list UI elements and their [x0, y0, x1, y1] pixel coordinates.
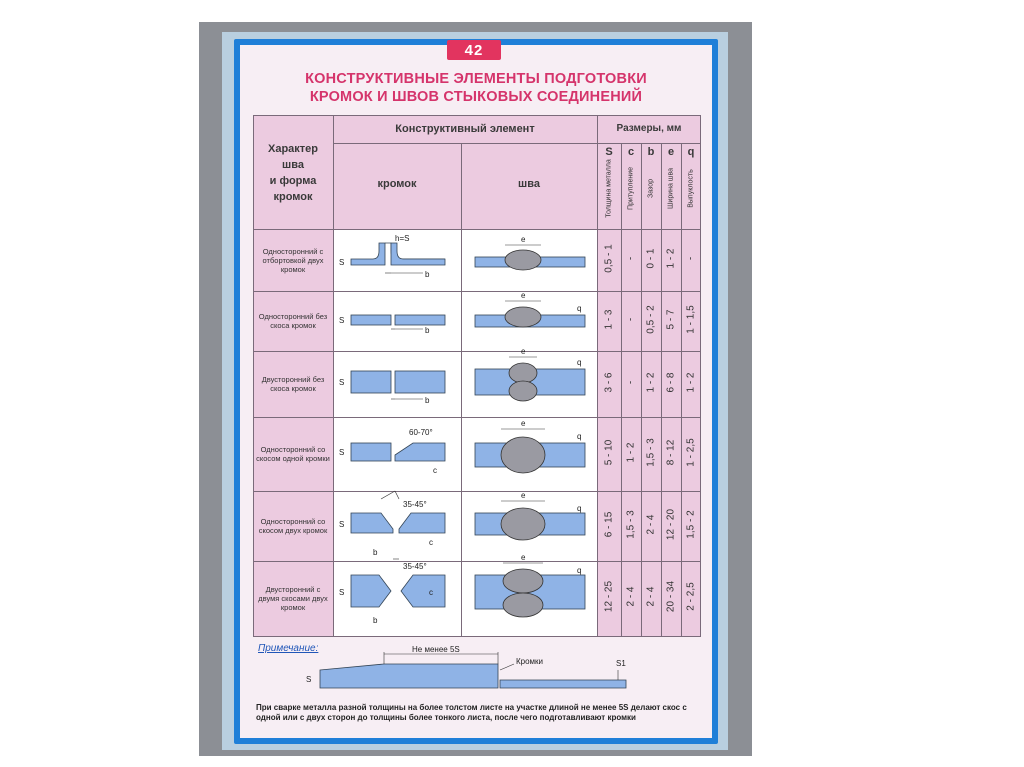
row6-q: 2 - 2,5 [685, 582, 697, 611]
edge-r4-annot: 60-70° [409, 428, 433, 437]
row2-e: 5 - 7 [665, 309, 677, 330]
note-S1-label: S1 [616, 659, 626, 668]
row4-S: 5 - 10 [603, 439, 615, 466]
edge-r1-right-plate [391, 243, 445, 265]
edge-r1-annot: h=S [395, 234, 410, 243]
dim-letter-c: c [627, 146, 635, 158]
header-edges-label: кромок [377, 178, 417, 190]
row6-c: 2 - 4 [625, 586, 637, 607]
seam-r4-q-label: q [577, 432, 582, 441]
row1-e: 1 - 2 [665, 248, 677, 269]
header-char-line-4: кромок [273, 191, 313, 203]
edge-r2-right-plate [395, 315, 445, 325]
header-character-label [253, 141, 333, 205]
weld-bead-r6-bottom [503, 593, 543, 617]
poster-number-badge: 42 [447, 40, 501, 60]
seam-r3-e-label: e [521, 347, 526, 356]
row2-b: 0,5 - 2 [645, 305, 657, 334]
dim-name-width: Ширина шва [667, 168, 675, 209]
edge-r6-annot: 35-45° [403, 562, 427, 571]
row4-e: 8 - 12 [665, 439, 677, 466]
row2-c: - [625, 317, 637, 322]
edge-r6-right-plate [401, 575, 445, 607]
edge-r6-b-label: b [373, 616, 378, 625]
seam-r2-q-label: q [577, 304, 582, 313]
dim-letter-S: S [605, 146, 613, 158]
row-label-6: Двусторонний с двумя скосами двух кромок [258, 585, 328, 612]
weld-bead-r6-top [503, 569, 543, 593]
row5-q: 1,5 - 2 [685, 510, 697, 539]
seam-r6-e-label: e [521, 553, 526, 562]
edge-diagrams [333, 229, 461, 637]
dim-name-convexity: Выпуклость [687, 169, 695, 208]
edge-r2-S-label: S [339, 316, 345, 325]
row-label-1: Односторонний с отбортовкой двух кромок [262, 246, 324, 274]
note-text: При сварке металла разной толщины на более толстом листе на участке длиной не менее 5S делают скос с одной или с двух сторон до толщины более тонкого листа, после чего подготавливают кромки [256, 703, 687, 722]
row4-c: 1 - 2 [625, 442, 637, 463]
weld-bead-r2 [505, 307, 541, 327]
dim-letter-q: q [687, 146, 695, 158]
edge-r2-left-plate [351, 315, 391, 325]
row2-q: 1 - 1,5 [685, 305, 697, 334]
seam-r5-q-label: q [577, 504, 582, 513]
row3-b: 1 - 2 [645, 372, 657, 393]
note-title: Примечание: [258, 643, 319, 654]
row1-b: 0 - 1 [645, 248, 657, 269]
row1-S: 0,5 - 1 [603, 244, 615, 273]
row-label-5: Односторонний со скосом двух кромок [258, 517, 328, 535]
weld-bead-r5 [501, 508, 545, 540]
edge-r5-b-label: b [373, 548, 378, 557]
dim-name-thickness: Толщина металла [605, 159, 613, 218]
row-label-3: Двусторонний без скоса кромок [261, 375, 325, 393]
edge-r3-b-label: b [425, 396, 430, 405]
row3-q: 1 - 2 [685, 372, 697, 393]
row4-q: 1 - 2,5 [685, 438, 697, 467]
header-constructive-label: Конструктивный элемент [395, 123, 535, 135]
row-label-4: Односторонний со скосом одной кромки [256, 445, 330, 463]
header-char-line-2: шва [282, 159, 304, 171]
weld-bead-r1 [505, 250, 541, 270]
dim-letter-b: b [647, 146, 655, 158]
edge-r1-b-label: b [425, 270, 430, 279]
edge-r4-S-label: S [339, 448, 345, 457]
dim-name-blunting: Притупление [627, 166, 635, 211]
row1-c: - [625, 256, 637, 261]
thin-plate [500, 680, 626, 688]
row4-b: 1,5 - 3 [645, 438, 657, 467]
edge-r3-left-plate [351, 371, 391, 393]
note-S-label: S [306, 675, 312, 684]
row2-S: 1 - 3 [603, 309, 615, 330]
row3-c: - [625, 380, 637, 385]
dimensions-table [253, 115, 701, 637]
edge-r4-c-label: c [433, 466, 437, 475]
seam-r2-e-label: e [521, 291, 526, 300]
edge-r5-left-plate [351, 513, 393, 533]
row6-S: 12 - 25 [603, 580, 615, 613]
edge-r5-c-label: c [429, 538, 433, 547]
seam-r3-q-label: q [577, 358, 582, 367]
row3-e: 6 - 8 [665, 372, 677, 393]
edge-r5-annot: 35-45° [403, 500, 427, 509]
header-char-line-1: Характер [267, 143, 319, 155]
edge-r5-right-plate [399, 513, 445, 533]
weld-bead-r3-top [509, 363, 537, 383]
header-seam-label: шва [518, 178, 540, 190]
row5-e: 12 - 20 [665, 508, 677, 541]
edge-r5-S-label: S [339, 520, 345, 529]
dim-letter-e: e [667, 146, 675, 158]
dim-name-gap: Зазор [647, 179, 655, 198]
thick-plate [320, 664, 498, 688]
note-diagram [300, 645, 640, 696]
poster-title [250, 70, 702, 106]
seam-r1-e-label: e [521, 235, 526, 244]
title-line-2: КРОМОК И ШВОВ СТЫКОВЫХ СОЕДИНЕНИЙ [309, 89, 643, 105]
edge-r6-left-plate [351, 575, 391, 607]
header-char-line-3: и форма [269, 175, 317, 187]
weld-bead-r4 [501, 437, 545, 473]
edge-r4-right-plate [395, 443, 445, 461]
seam-r5-e-label: e [521, 491, 526, 500]
row5-c: 1,5 - 3 [625, 510, 637, 539]
seam-r4-e-label: e [521, 419, 526, 428]
seam-r6-q-label: q [577, 566, 582, 575]
seam-diagrams [461, 229, 597, 637]
row3-S: 3 - 6 [603, 372, 615, 393]
row5-b: 2 - 4 [645, 514, 657, 535]
row6-e: 20 - 34 [665, 580, 677, 613]
row-label-2: Односторонний без скоса кромок [258, 312, 328, 330]
edge-r1-left-plate [351, 243, 385, 265]
edge-r3-S-label: S [339, 378, 345, 387]
row1-q: - [685, 256, 697, 261]
row6-b: 2 - 4 [645, 586, 657, 607]
note-min-label: Не менее 5S [412, 645, 460, 654]
title-line-1: КОНСТРУКТИВНЫЕ ЭЛЕМЕНТЫ ПОДГОТОВКИ [305, 71, 647, 87]
edge-r4-left-plate [351, 443, 391, 461]
weld-bead-r3-bottom [509, 381, 537, 401]
row5-S: 6 - 15 [603, 511, 615, 538]
note-edges-label: Кромки [516, 657, 544, 666]
edge-r6-c-label: c [429, 588, 433, 597]
edge-r6-S-label: S [339, 588, 345, 597]
edge-r2-b-label: b [425, 326, 430, 335]
header-sizes-label: Размеры, мм [616, 123, 682, 134]
edge-r3-right-plate [395, 371, 445, 393]
edge-r1-S-label: S [339, 258, 345, 267]
